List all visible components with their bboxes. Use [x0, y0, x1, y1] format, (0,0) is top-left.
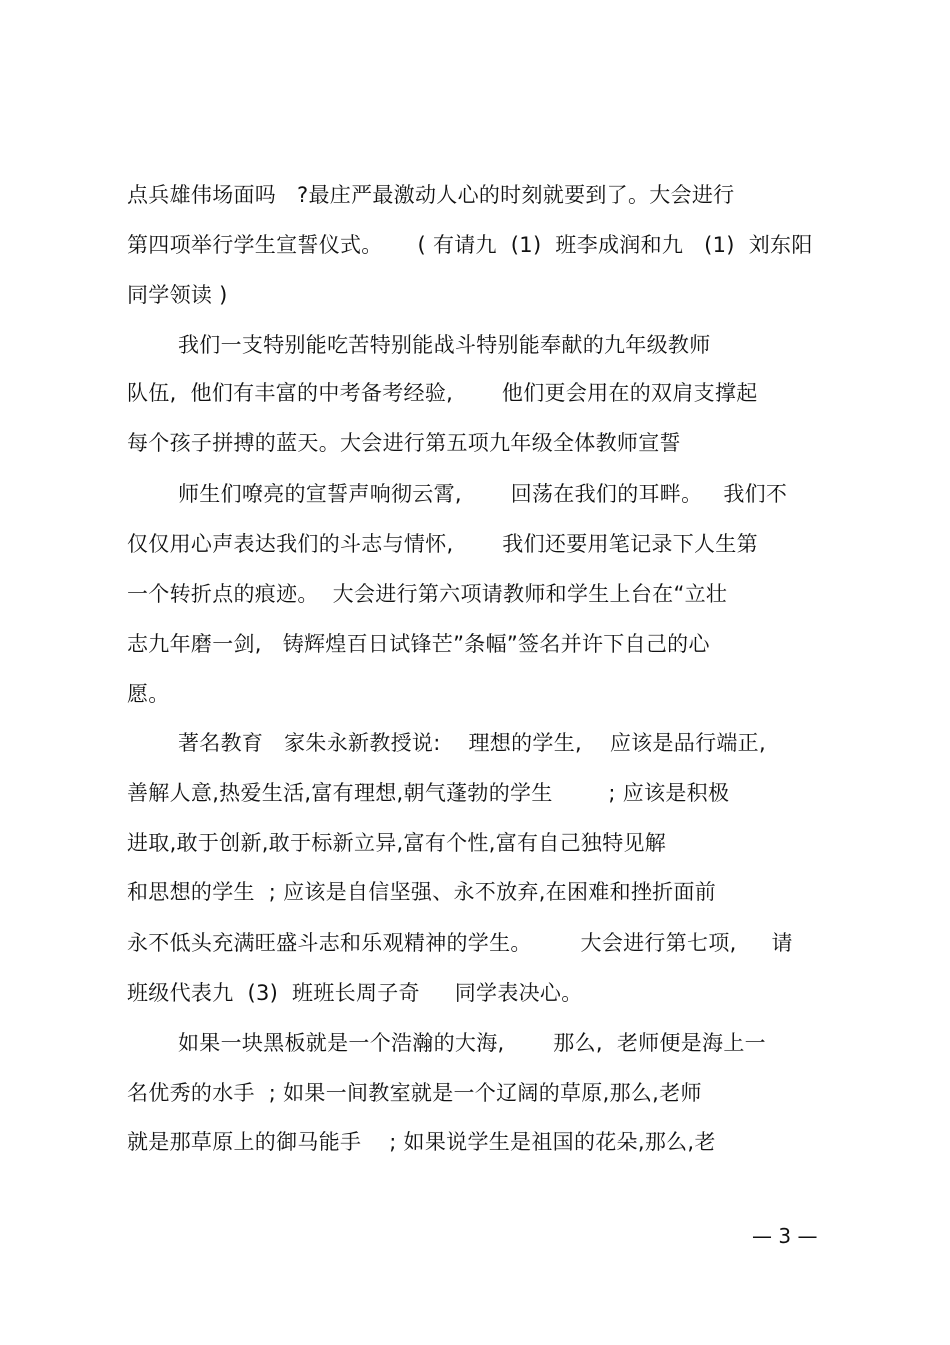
text-line-10: 志九年磨一剑, 铸辉煌百日试锋芒”条幅”签名并许下自己的心 [127, 632, 710, 656]
text-line-18: 如果一块黑板就是一个浩瀚的大海, 那么, 老师便是海上一 [178, 1031, 766, 1055]
text-line-1: 点兵雄伟场面吗 ?最庄严最激动人心的时刻就要到了。大会进行 [127, 183, 735, 207]
text-line-6: 每个孩子拼搏的蓝天。大会进行第五项九年级全体教师宣誓 [127, 431, 681, 455]
text-line-2: 第四项举行学生宣誓仪式。 ( 有请九 (1) 班李成润和九 (1) 刘东阳 [127, 233, 813, 257]
text-line-14: 进取,敢于创新,敢于标新立异,富有个性,富有自己独特见解 [127, 831, 667, 855]
text-line-13: 善解人意,热爱生活,富有理想,朝气蓬勃的学生 ; 应该是积极 [127, 781, 730, 805]
text-line-19: 名优秀的水手 ; 如果一间教室就是一个辽阔的草原,那么,老师 [127, 1081, 702, 1105]
page-number: — 3 — [752, 1224, 818, 1248]
text-line-15: 和思想的学生 ; 应该是自信坚强、永不放弃,在困难和挫折面前 [127, 880, 717, 904]
text-line-3: 同学领读 ) [127, 283, 228, 307]
text-line-5: 队伍, 他们有丰富的中考备考经验, 他们更会用在的双肩支撑起 [127, 381, 758, 405]
text-line-4: 我们一支特别能吃苦特别能战斗特别能奉献的九年级教师 [178, 333, 711, 357]
text-line-20: 就是那草原上的御马能手 ; 如果说学生是祖国的花朵,那么,老 [127, 1130, 716, 1154]
text-line-7: 师生们嘹亮的宣誓声响彻云霄, 回荡在我们的耳畔。 我们不 [178, 482, 788, 506]
text-line-12: 著名教育 家朱永新教授说: 理想的学生, 应该是品行端正, [178, 731, 766, 755]
text-line-9: 一个转折点的痕迹。 大会进行第六项请教师和学生上台在“立壮 [127, 582, 728, 606]
text-line-8: 仅仅用心声表达我们的斗志与情怀, 我们还要用笔记录下人生第 [127, 532, 758, 556]
text-line-16: 永不低头充满旺盛斗志和乐观精神的学生。 大会进行第七项, 请 [127, 931, 793, 955]
text-line-17: 班级代表九 (3) 班班长周子奇 同学表决心。 [127, 981, 583, 1005]
text-line-11: 愿。 [127, 682, 170, 706]
